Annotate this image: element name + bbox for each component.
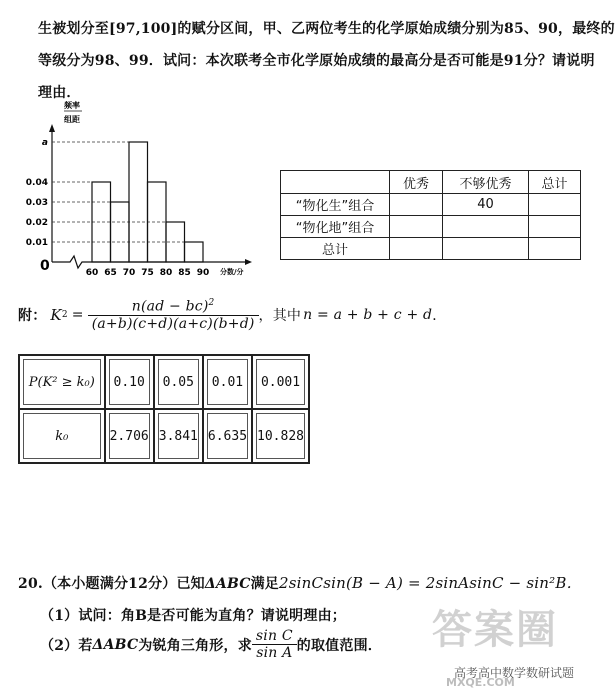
q20-cond: 满足 [250,576,280,592]
x-tick-label: 85 [178,268,191,278]
x-tick-label: 75 [141,268,154,278]
formula-where: n = a + b + c + d [303,306,433,323]
ct-header-blank [281,171,390,194]
ct-cell [443,238,529,260]
ct-header-excellent: 优秀 [390,171,443,194]
k-table-k0-label: k₀ [23,413,101,459]
x-tick-label: 60 [85,268,99,278]
origin-label: 0 [40,258,50,274]
y-tick-label: a [41,138,48,148]
ct-cell: 40 [443,194,529,216]
q20-part-2 [40,628,382,661]
ct-cell [390,194,443,216]
q20-p2-end: 的取值范围． [296,637,382,654]
k-table-p-value: 0.01 [207,359,248,405]
q20-p2-triangle: ΔABC [92,636,139,653]
ct-row-label: “物化生”组合 [281,194,390,216]
ct-cell [529,194,581,216]
x-tick-label: 70 [122,268,136,278]
ct-row-label: 总计 [281,238,390,260]
ct-cell [529,238,581,260]
histogram-bar [185,242,204,262]
ylabel-top: 频率 [64,101,80,110]
ct-header-total: 总计 [529,171,581,194]
frequency-histogram [25,98,255,278]
k-table-p-value: 0.05 [158,359,199,405]
watermark-logo: 答案圈 [432,607,558,653]
formula-k: K [50,305,62,324]
formula-numerator: n(ad − bc)$^2$ [88,298,259,316]
x-axis-label: 分数/分 [220,268,244,276]
k-table-p-value: 0.001 [256,359,305,405]
q20-p2-lead: （2）若 [40,637,93,654]
watermark-url: MXQE.COM [446,676,515,689]
histogram-bar [129,142,148,262]
x-tick-label: 80 [159,268,173,278]
formula-fraction [88,298,259,332]
q20-p2-mid: 为锐角三角形，求 [138,637,252,654]
q20-head: 20.（本小题满分12分）已知 [18,576,205,592]
formula-end: ． [432,307,447,324]
intro-line-3: 理由． [38,85,81,101]
y-tick-label: 0.04 [25,178,48,188]
ylabel-bottom: 组距 [64,115,80,124]
y-tick-label: 0.02 [25,218,48,228]
k-table-k0-value: 2.706 [109,413,150,459]
k-table-p-label: P(K² ≥ k₀) [23,359,101,405]
q20-triangle: ΔABC [204,576,251,592]
k-critical-table [18,354,310,464]
k-table-k0-value: 3.841 [158,413,199,459]
q20-ratio [252,628,297,661]
ct-cell [390,216,443,238]
ct-row-label: “物化地”组合 [281,216,390,238]
formula-suffix: ，其中 [258,307,302,324]
ct-cell [529,216,581,238]
formula-prefix: 附： [18,307,47,324]
k-table-k0-value: 6.635 [207,413,248,459]
q20-ratio-num: sin C [252,628,297,645]
y-axis-arrow [49,124,55,132]
contingency-table [280,170,581,260]
q20-ratio-den: sin A [256,645,293,661]
x-tick-label: 90 [196,268,210,278]
histogram-bar [111,202,130,262]
intro-line-1: 生被划分至[97,100]的赋分区间，甲、乙两位考生的化学原始成绩分别为85、90，最终的 [38,21,615,37]
ct-cell [443,216,529,238]
k-table-p-value: 0.10 [109,359,150,405]
x-tick-label: 65 [104,268,117,278]
ct-header-not-excellent: 不够优秀 [443,171,529,194]
k-table-k0-value: 10.828 [256,413,305,459]
watermark-caption: 高考高中数学数研试题 [454,666,575,680]
formula-denominator: (a+b)(c+d)(a+c)(b+d) [91,315,255,332]
q20-part-1: （1）试问：角B是否可能为直角？请说明理由； [40,608,346,624]
q20-equation: 2sinCsin(B − A) = 2sinAsinC − sin²B． [279,574,582,592]
y-tick-label: 0.01 [25,238,48,248]
k2-formula: 附： K 2 = $\frac{n(ad - bc)^2}{(a+b)(c+d)(a+c)(b+d)}$ ，其中 n = a + b + c + d ． [18,298,447,332]
y-tick-label: 0.03 [25,198,48,208]
q20-stem [18,572,582,593]
x-axis-arrow [245,259,252,265]
ct-cell [390,238,443,260]
intro-line-2: 等级分为98、99．试问：本次联考全市化学原始成绩的最高分是否可能是91分？请说明 [38,53,595,69]
